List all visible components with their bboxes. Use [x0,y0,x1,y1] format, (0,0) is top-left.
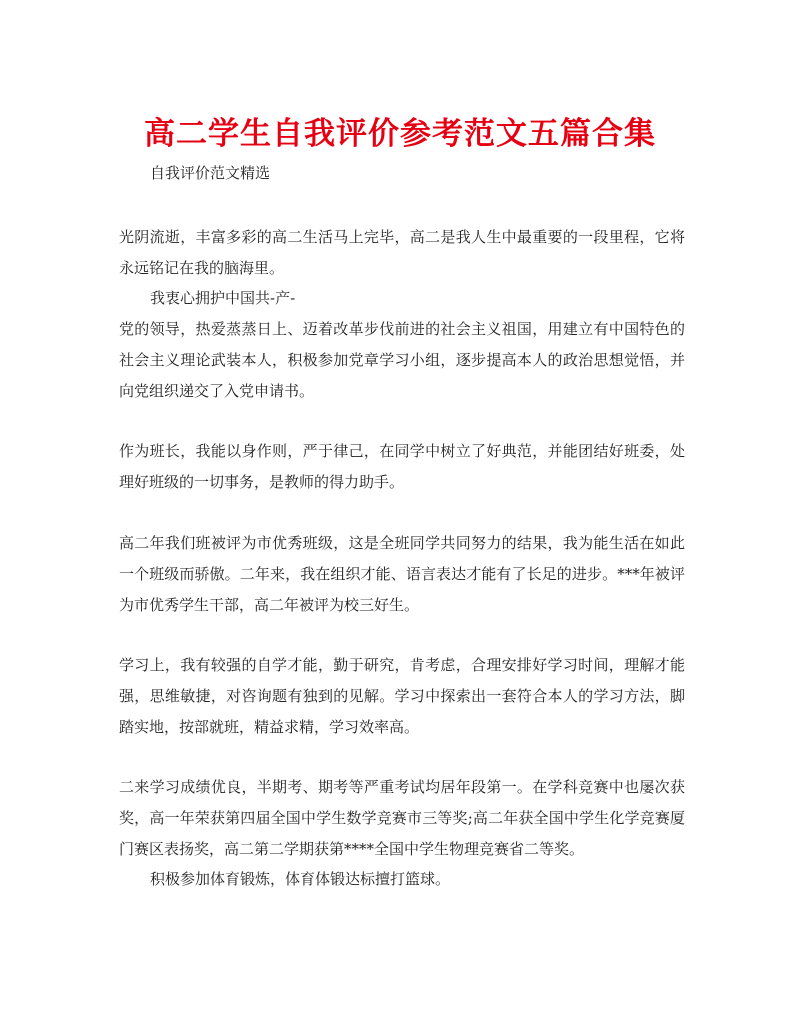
paragraph-8: 积极参加体育锻炼，体育体锻达标擅打篮球。 [150,870,451,888]
paragraph-6: 学习上，我有较强的自学才能，勤于研究，肯考虑，合理安排好学习时间，理解才能强，思维敏捷，对咨询题有独到的见解。学习中探索出一套符合本人的学习方法，脚踏实地，按部就班，精益求精，学习效率高。 [119,656,685,736]
paragraph-5: 高二年我们班被评为市优秀班级，这是全班同学共同努力的结果，我为能生活在如此一个班级而骄傲。二年来，我在组织才能、语言表达才能有了长足的进步。***年被评为市优秀学生干部，高二年被评为校三好生。 [119,534,685,614]
document-subtitle: 自我评价范文精选 [150,164,271,182]
paragraph-7: 二来学习成绩优良，半期考、期考等严重考试均居年段第一。在学科竞赛中也屡次获奖，高一年荣获第四届全国中学生数学竞赛市三等奖;高二年获全国中学生化学竞赛厦门赛区表扬奖，高二第二学期获第****全国中学生物理竞赛省二等奖。 [119,778,685,858]
paragraph-2: 我衷心拥护中国共-产- [150,289,296,307]
paragraph-3: 党的领导，热爱蒸蒸日上、迈着改革步伐前进的社会主义祖国，用建立有中国特色的社会主义理论武装本人，积极参加党章学习小组，逐步提高本人的政治思想觉悟，并向党组织递交了入党申请书。 [119,320,685,400]
document-title: 高二学生自我评价参考范文五篇合集 [144,116,656,152]
paragraph-4: 作为班长，我能以身作则，严于律己，在同学中树立了好典范，并能团结好班委，处理好班级的一切事务，是教师的得力助手。 [119,442,685,491]
paragraph-1: 光阴流逝，丰富多彩的高二生活马上完毕，高二是我人生中最重要的一段里程，它将永远铭记在我的脑海里。 [119,228,685,277]
